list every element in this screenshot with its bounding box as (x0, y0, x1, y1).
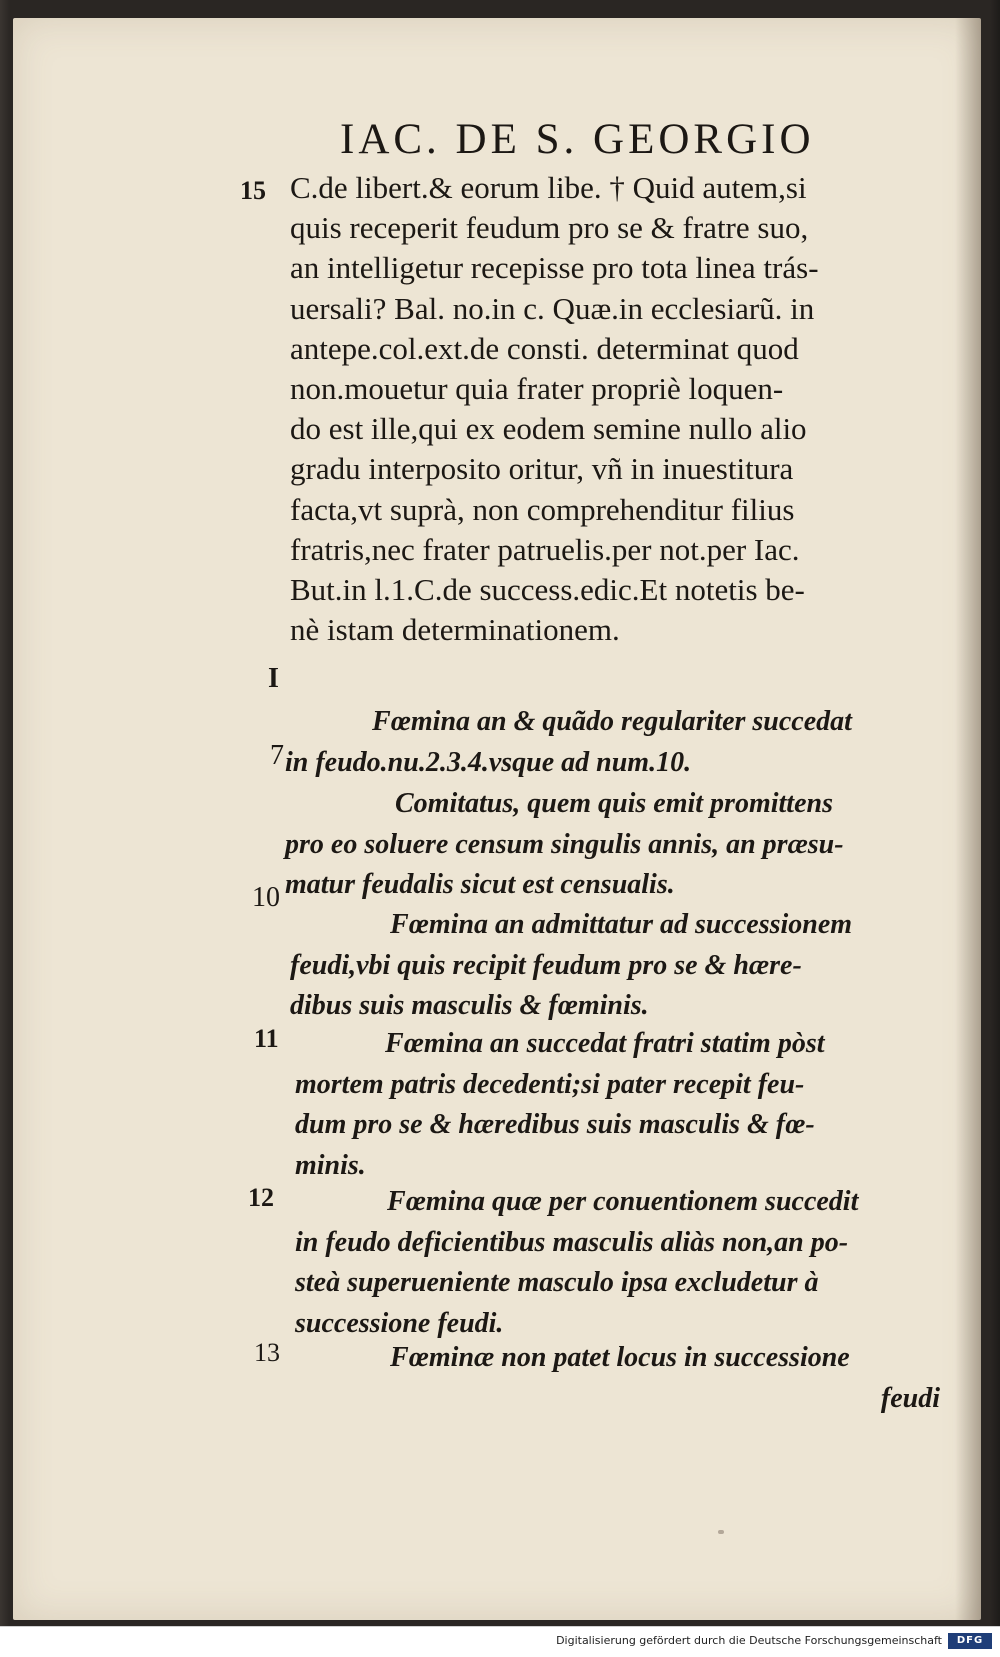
margin-marker-15: 15 (240, 176, 266, 205)
summary-line: mortem patris decedenti;si pater recepit feu- (295, 1068, 805, 1100)
paragraph-line: antepe.col.ext.de consti. determinat quod (290, 330, 799, 366)
main-paragraph (290, 168, 930, 650)
summary-line: Fœmina an succedat fratri statim pòst (385, 1028, 825, 1059)
paper-speck (718, 1530, 724, 1534)
summary-line: matur feudalis sicut est censualis. (285, 869, 675, 900)
footer-credit: Digitalisierung gefördert durch die Deutsche Forschungsgemeinschaft (556, 1634, 942, 1647)
summary-entry (295, 1024, 940, 1186)
summary-number: 11 (254, 1024, 279, 1053)
paragraph-line: But.in l.1.C.de success.edic.Et notetis be- (290, 571, 805, 607)
summary-line: Fœmina an admittatur ad successionem (390, 909, 853, 940)
summary-entry (285, 702, 930, 783)
summary-line: in feudo deficientibus masculis aliàs non,an po- (295, 1226, 849, 1258)
running-head: IAC. DE S. GEORGIO (340, 116, 815, 163)
summary-line: feudi,vbi quis recipit feudum pro se & hære- (290, 949, 802, 981)
summary-line: Fœminæ non patet locus in successione (390, 1342, 850, 1373)
paragraph-line: C.de libert.& eorum libe. † Quid autem,si (290, 170, 807, 205)
summary-line: Comitatus, quem quis emit promittens (395, 788, 833, 819)
summary-line: pro eo soluere censum singulis annis, an præsu- (285, 828, 844, 860)
summary-entry (295, 1338, 940, 1419)
summary-number: 12 (248, 1183, 274, 1212)
paragraph-line: gradu interposito oritur, vñ in inuestitura (290, 451, 794, 487)
paragraph-line: fratris,nec frater patruelis.per not.per Iac. (290, 531, 800, 567)
summary-line: steà superueniente masculo ipsa excludetur à (295, 1267, 819, 1298)
paragraph-line: do est ille,qui ex eodem semine nullo alio (290, 411, 807, 447)
dfg-logo: DFG (948, 1633, 992, 1649)
page-spine-shadow (955, 18, 981, 1620)
summary-number: 13 (254, 1338, 280, 1367)
summary-line: dum pro se & hæredibus suis masculis & fœ- (295, 1109, 815, 1140)
summary-number: I (268, 663, 279, 694)
paragraph-line: nè istam determinationem. (290, 612, 620, 648)
summary-line: feudi (880, 1382, 940, 1414)
summary-number: 7 (270, 740, 284, 771)
digitization-footer (0, 1626, 1000, 1657)
summary-line: Fœmina quæ per conuentionem succedit (387, 1186, 859, 1217)
summary-entry (295, 1182, 940, 1344)
summary-line: in feudo.nu.2.3.4.vsque ad num.10. (285, 746, 692, 778)
summary-entry (290, 905, 935, 1027)
paragraph-line: uersali? Bal. no.in c. Quæ.in ecclesiarũ. in (290, 290, 815, 326)
summary-line: successione feudi. (295, 1307, 504, 1339)
summary-line: minis. (295, 1149, 366, 1181)
paragraph-line: quis receperit feudum pro se & fratre suo, (290, 210, 809, 246)
summary-line: Fœmina an & quãdo regulariter succedat (372, 706, 852, 737)
summary-line: dibus suis masculis & fœminis. (290, 990, 649, 1021)
paragraph-line: facta,vt suprà, non comprehenditur filius (290, 491, 795, 527)
paragraph-line: non.mouetur quia frater propriè loquen- (290, 370, 784, 406)
paragraph-line: an intelligetur recepisse pro tota linea trás- (290, 250, 819, 286)
summary-number: 10 (252, 882, 280, 913)
summary-entry (285, 784, 930, 906)
